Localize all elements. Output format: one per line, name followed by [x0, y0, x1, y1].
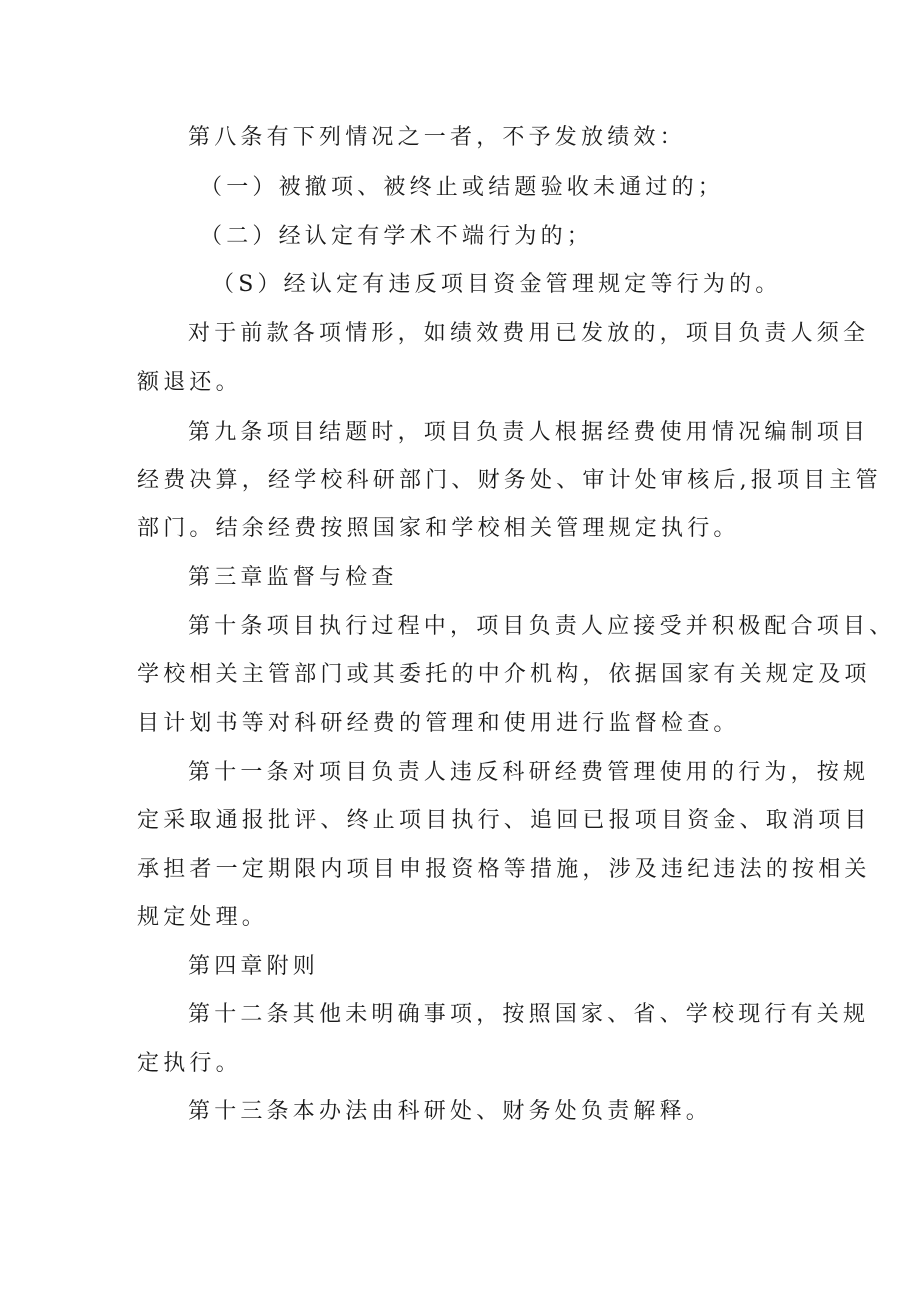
article-8-refund-line-2: 额退还。: [137, 370, 242, 395]
chapter-4-heading: 第四章附则: [188, 954, 320, 979]
article-8-heading: 第八条有下列情况之一者，不予发放绩效：: [188, 125, 686, 150]
article-10-line-3: 目计划书等对科研经费的管理和使用进行监督检查。: [137, 711, 740, 736]
article-11-line-3: 承担者一定期限内项目申报资格等措施，涉及违纪违法的按相关: [137, 857, 871, 882]
article-8-refund-line-1: 对于前款各项情形，如绩效费用已发放的，项目负责人须全: [188, 321, 870, 346]
article-8-item-2: （二）经认定有学术不端行为的；: [200, 224, 594, 249]
chapter-3-heading: 第三章监督与检查: [188, 565, 398, 590]
article-12-line-1: 第十二条其他未明确事项，按照国家、省、学校现行有关规: [188, 1002, 870, 1027]
article-10-line-1: 第十条项目执行过程中，项目负责人应接受并积极配合项目、: [188, 614, 896, 639]
article-9-line-3: 部门。结余经费按照国家和学校相关管理规定执行。: [137, 516, 740, 541]
article-10-line-2: 学校相关主管部门或其委托的中介机构，依据国家有关规定及项: [137, 662, 871, 687]
article-8-item-3: （S）经认定有违反项目资金管理规定等行为的。: [212, 272, 782, 297]
article-12-line-2: 定执行。: [137, 1051, 242, 1076]
article-11-line-1: 第十一条对项目负责人违反科研经费管理使用的行为，按规: [188, 760, 870, 785]
article-9-line-2: 经费决算，经学校科研部门、财务处、审计处审核后,报项目主管: [137, 468, 882, 493]
article-11-line-2: 定采取通报批评、终止项目执行、追回已报项目资金、取消项目: [137, 808, 871, 833]
article-8-item-1: （一）被撤项、被终止或结题验收未通过的；: [200, 175, 725, 200]
article-11-line-4: 规定处理。: [137, 905, 269, 930]
article-9-line-1: 第九条项目结题时，项目负责人根据经费使用情况编制项目: [188, 420, 870, 445]
article-13-line-1: 第十三条本办法由科研处、财务处负责解释。: [188, 1099, 713, 1124]
